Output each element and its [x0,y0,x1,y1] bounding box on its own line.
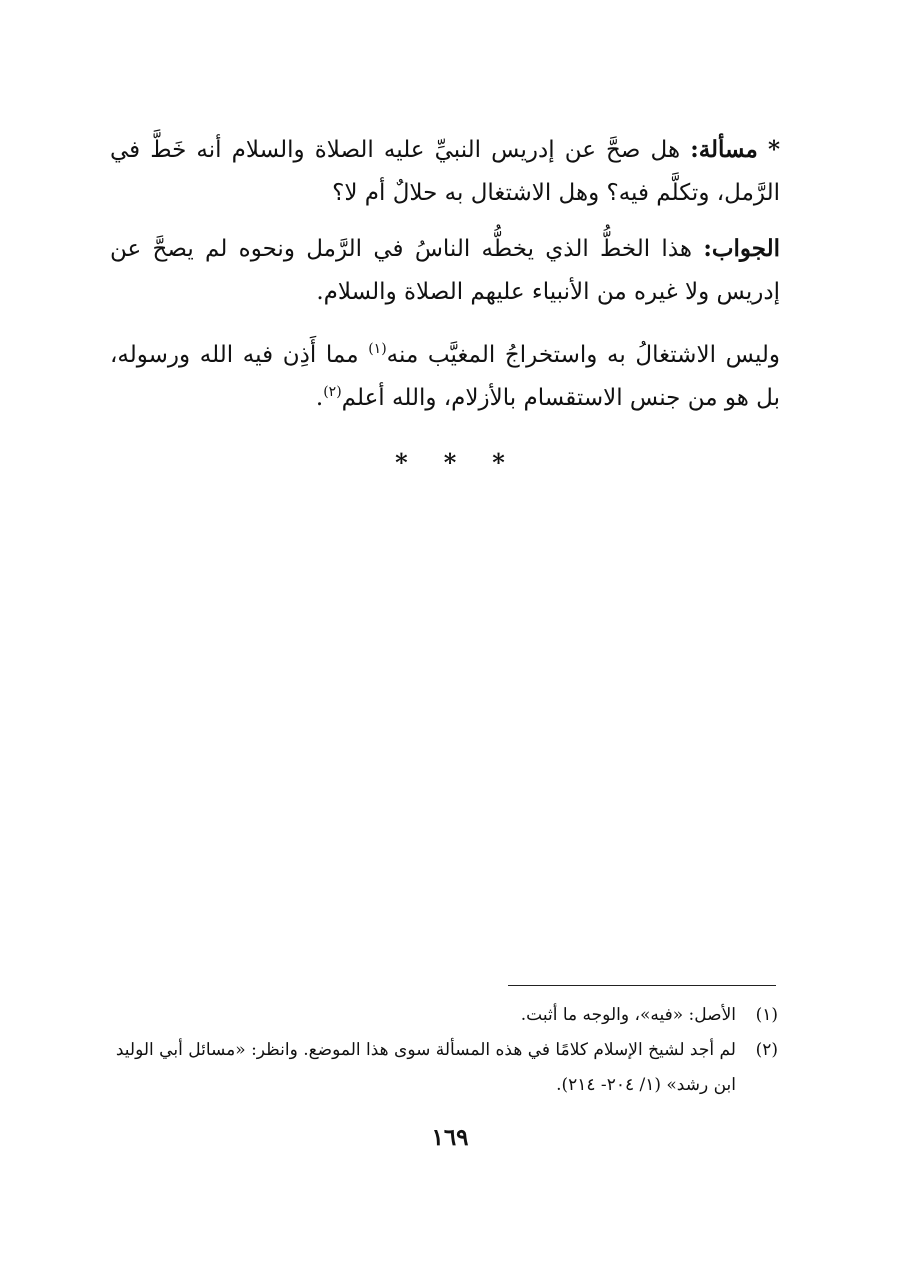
ruling-paragraph [110,334,780,420]
separator-star-icon: * [395,448,408,477]
question-text: هل صحَّ عن إدريس النبيِّ عليه الصلاة والسلام أنه خَطَّ في الرَّمل، وتكلَّم فيه؟ وهل الاشتغال به حلالٌ أم لا؟ [110,137,780,206]
ruling-text-end: . [315,385,324,411]
footnote-number: (١) [755,1005,778,1025]
footnote-2 [110,1033,778,1103]
footnotes [110,998,778,1103]
section-separator [0,448,900,477]
question-paragraph [110,128,780,215]
footnote-ref-1[interactable]: (١) [368,341,387,357]
footnote-text: لم أجد لشيخ الإسلام كلامًا في هذه المسألة سوى هذا الموضع. وانظر: «مسائل أبي الوليد ابن رشد» (١/ ٢٠٤- ٢١٤). [115,1040,736,1095]
answer-label: الجواب: [703,235,781,262]
footnote-divider [508,985,776,986]
question-label: مسألة: [690,136,758,163]
ruling-text-part1: وليس الاشتغالُ به واستخراجُ المغيَّب منه [386,342,781,368]
footnote-1 [110,998,778,1033]
separator-star-icon: * [492,448,505,477]
footnote-text: الأصل: «فيه»، والوجه ما أثبت. [520,1005,736,1025]
ruling-text-part2: مما أَذِن فيه الله ورسوله، بل هو من جنس الاستقسام بالأزلام، والله أعلم [110,342,780,411]
footnote-ref-2[interactable]: (٢) [323,384,342,400]
asterisk-icon: * [768,136,781,163]
footnote-number: (٢) [755,1040,778,1060]
answer-paragraph [110,227,780,314]
answer-text: هذا الخطُّ الذي يخطُّه الناسُ في الرَّمل ونحوه لم يصحَّ عن إدريس ولا غيره من الأنبياء عليهم الصلاة والسلام. [110,236,780,305]
page-number: ١٦٩ [431,1124,469,1151]
separator-star-icon: * [443,448,457,477]
